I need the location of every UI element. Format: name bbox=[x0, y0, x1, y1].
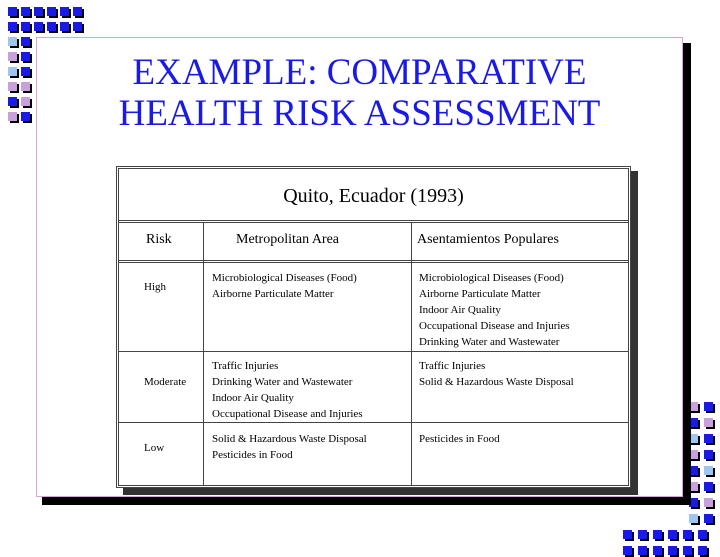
decorative-square bbox=[704, 514, 713, 523]
column-header-metropolitan: Metropolitan Area bbox=[236, 232, 340, 247]
decorative-square bbox=[60, 7, 69, 16]
decorative-square bbox=[623, 530, 632, 539]
decorative-square bbox=[21, 67, 30, 76]
list-item: Indoor Air Quality bbox=[212, 392, 294, 404]
list-item: Solid & Hazardous Waste Disposal bbox=[419, 376, 574, 388]
decorative-square bbox=[704, 466, 713, 475]
decorative-square bbox=[8, 52, 17, 61]
decorative-square bbox=[73, 22, 82, 31]
decorative-square bbox=[704, 450, 713, 459]
decorative-square bbox=[653, 546, 662, 555]
decorative-square bbox=[8, 67, 17, 76]
decorative-square bbox=[698, 530, 707, 539]
column-divider-1 bbox=[203, 222, 204, 485]
decorative-square bbox=[704, 418, 713, 427]
decorative-square bbox=[47, 22, 56, 31]
row-divider-1 bbox=[119, 351, 628, 352]
column-header-risk: Risk bbox=[146, 232, 172, 247]
decorative-square bbox=[704, 402, 713, 411]
slide-title-line-2: HEALTH RISK ASSESSMENT bbox=[118, 93, 601, 134]
list-item: Pesticides in Food bbox=[212, 449, 293, 461]
decorative-square bbox=[683, 530, 692, 539]
decorative-square bbox=[34, 22, 43, 31]
slide-title bbox=[36, 52, 683, 134]
table-caption: Quito, Ecuador (1993) bbox=[283, 185, 464, 207]
row-low-asentamientos bbox=[419, 431, 500, 447]
list-item: Pesticides in Food bbox=[419, 433, 500, 445]
decorative-square bbox=[8, 97, 17, 106]
decorative-square bbox=[8, 112, 17, 121]
list-item: Airborne Particulate Matter bbox=[419, 288, 541, 300]
decorative-square bbox=[21, 97, 30, 106]
row-moderate-asentamientos bbox=[419, 358, 574, 390]
list-item: Solid & Hazardous Waste Disposal bbox=[212, 433, 367, 445]
decorative-square bbox=[73, 7, 82, 16]
decorative-square bbox=[47, 7, 56, 16]
decorative-square bbox=[668, 530, 677, 539]
decorative-square bbox=[21, 7, 30, 16]
caption-divider bbox=[119, 220, 628, 223]
row-divider-2 bbox=[119, 422, 628, 423]
decorative-square bbox=[683, 546, 692, 555]
list-item: Microbiological Diseases (Food) bbox=[419, 272, 564, 284]
decorative-square bbox=[653, 530, 662, 539]
decorative-square bbox=[698, 546, 707, 555]
list-item: Airborne Particulate Matter bbox=[212, 288, 334, 300]
decorative-square bbox=[704, 482, 713, 491]
list-item: Drinking Water and Wastewater bbox=[419, 336, 560, 348]
row-low-risk: Low bbox=[144, 442, 165, 454]
decorative-square bbox=[704, 498, 713, 507]
decorative-square bbox=[689, 514, 698, 523]
decorative-square bbox=[668, 546, 677, 555]
column-header-asentamientos: Asentamientos Populares bbox=[417, 232, 559, 247]
decorative-square bbox=[623, 546, 632, 555]
slide-title-line-1: EXAMPLE: COMPARATIVE bbox=[132, 52, 587, 93]
list-item: Microbiological Diseases (Food) bbox=[212, 272, 357, 284]
decorative-square bbox=[34, 7, 43, 16]
list-item: Drinking Water and Wastewater bbox=[212, 376, 353, 388]
row-low-metropolitan bbox=[212, 431, 367, 463]
decorative-square bbox=[60, 22, 69, 31]
decorative-square bbox=[21, 52, 30, 61]
header-divider bbox=[119, 260, 628, 263]
decorative-square bbox=[21, 112, 30, 121]
decorative-square bbox=[21, 37, 30, 46]
decorative-square bbox=[704, 434, 713, 443]
risk-table bbox=[116, 166, 631, 488]
decorative-square bbox=[638, 546, 647, 555]
list-item: Indoor Air Quality bbox=[419, 304, 501, 316]
column-divider-2 bbox=[411, 222, 412, 485]
row-moderate-metropolitan bbox=[212, 358, 363, 422]
decorative-square bbox=[8, 22, 17, 31]
row-high-metropolitan bbox=[212, 270, 357, 302]
row-high-asentamientos bbox=[419, 270, 570, 350]
decorative-square bbox=[21, 82, 30, 91]
list-item: Occupational Disease and Injuries bbox=[419, 320, 570, 332]
decorative-square bbox=[8, 82, 17, 91]
decorative-square bbox=[8, 7, 17, 16]
decorative-square bbox=[21, 22, 30, 31]
decorative-square bbox=[8, 37, 17, 46]
list-item: Traffic Injuries bbox=[419, 360, 486, 372]
decorative-square bbox=[638, 530, 647, 539]
row-moderate-risk: Moderate bbox=[144, 376, 187, 388]
list-item: Occupational Disease and Injuries bbox=[212, 408, 363, 420]
row-high-risk: High bbox=[144, 281, 166, 293]
list-item: Traffic Injuries bbox=[212, 360, 279, 372]
